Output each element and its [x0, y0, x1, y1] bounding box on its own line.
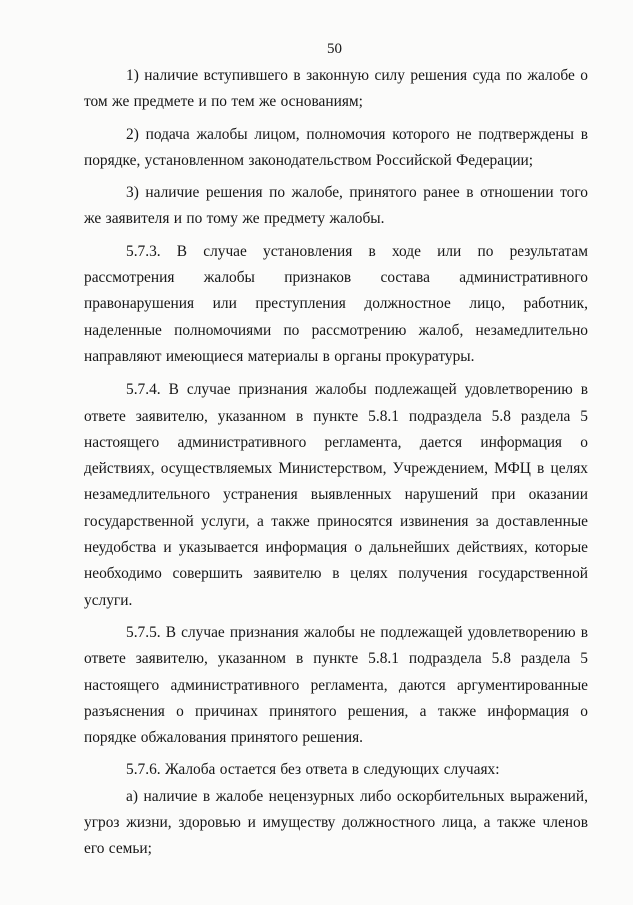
paragraph-a: а) наличие в жалобе нецензурных либо оскорбительных выражений, угроз жизни, здоровью и имуществу должностного лица, а также членов его семьи; — [84, 787, 588, 858]
page-number: 50 — [327, 41, 342, 57]
paragraph-2: 2) подача жалобы лицом, полномочия которого не подтверждены в порядке, установленном законодательством Российской Федерации; — [84, 125, 588, 169]
paragraph-5-7-5: 5.7.5. В случае признания жалобы не подлежащей удовлетворению в ответе заявителю, указанном в пункте 5.8.1 подраздела 5.8 раздела 5 настоящего административного регламента, даются аргументированные разъяснения о причинах принятого решения, а также информация о порядке обжалования принятого решения. — [84, 623, 588, 747]
paragraph-5-7-3: 5.7.3. В случае установления в ходе или по результатам рассмотрения жалобы признаков состава административного правонарушения или преступления должностное лицо, работник, наделенные полномочиями по рассмотрению жалоб, незамедлительно направляют имеющиеся материалы в органы прокуратуры. — [84, 242, 588, 365]
paragraph-5-7-4: 5.7.4. В случае признания жалобы подлежащей удовлетворению в ответе заявителю, указанном в пункте 5.8.1 подраздела 5.8 раздела 5 настоящего административного регламента, дается информация о действиях, осуществляемых Министерством, Учреждением, МФЦ в целях незамедлительного устранения выявленных нарушений при оказании государственной услуги, а также приносятся извинения за доставленные неудобства и указывается информация о дальнейших действиях, которые необходимо совершить заявителю в целях получения государственной услуги. — [84, 381, 588, 609]
paragraph-1: 1) наличие вступившего в законную силу решения суда по жалобе о том же предмете и по тем же основаниям; — [84, 67, 588, 111]
paragraph-5-7-6: 5.7.6. Жалоба остается без ответа в следующих случаях: — [126, 761, 500, 779]
paragraph-3: 3) наличие решения по жалобе, принятого ранее в отношении того же заявителя и по тому же предмету жалобы. — [84, 184, 588, 228]
document-body — [84, 63, 588, 865]
